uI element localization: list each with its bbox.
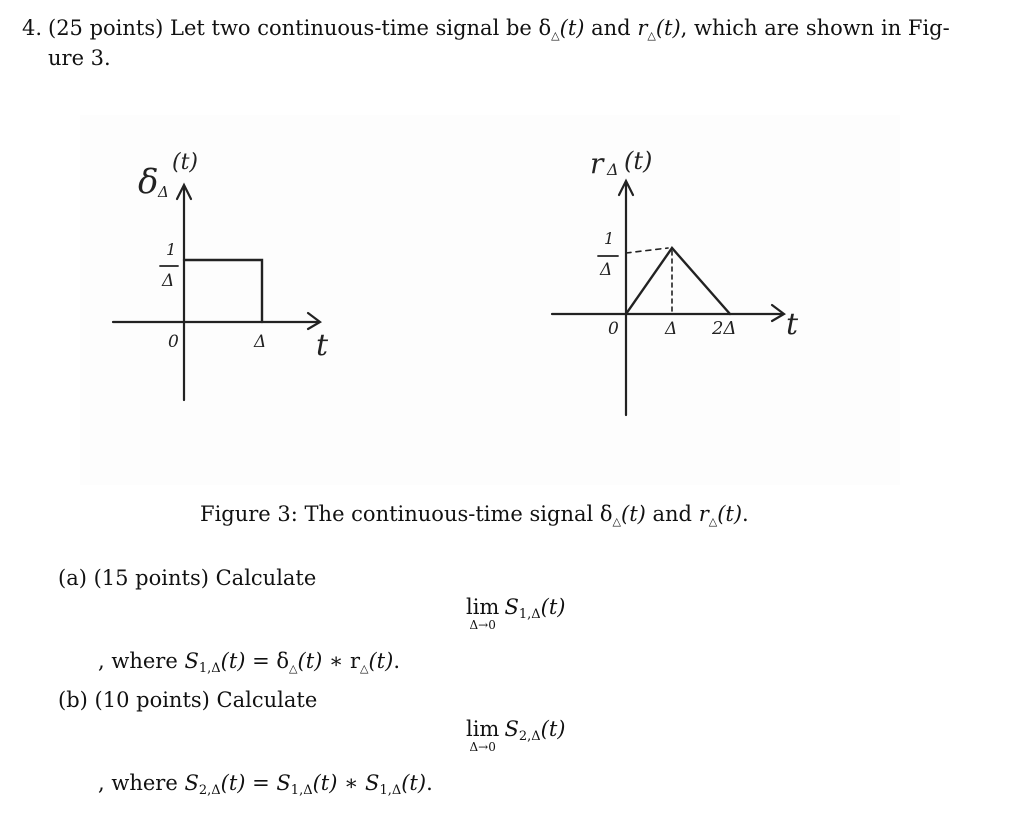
part-a-limit: lim Δ→0 $S_{1,\Delta}(t)$ bbox=[466, 595, 566, 632]
part-a-where: , where $S_{1,\Delta}(t)$ = δ△(t) ∗ r△(t). bbox=[98, 649, 400, 676]
left-y-tick-den: Δ bbox=[162, 271, 175, 291]
part-b-where: , where $S_{2,\Delta}(t) = S_{1,\Delta}(t)$ ∗ $S_{1,\Delta}(t)$. bbox=[98, 771, 433, 798]
part-a-points: (15 points) bbox=[93, 566, 209, 590]
left-ylabel-sub: Δ bbox=[158, 183, 169, 201]
right-x-tick-zero: 0 bbox=[608, 319, 619, 339]
left-y-tick-num: 1 bbox=[166, 240, 177, 259]
part-b-points: (10 points) bbox=[94, 688, 210, 712]
problem-points: (25 points) bbox=[48, 16, 164, 40]
right-ylabel-sub: Δ bbox=[607, 160, 619, 179]
part-a-label: (a) bbox=[58, 566, 87, 590]
problem-text-line1: Let two continuous-time signal be δ bbox=[170, 16, 552, 40]
left-ylabel: δ bbox=[138, 162, 159, 202]
right-xlabel: t bbox=[786, 307, 799, 342]
problem-text-line2: ure 3. bbox=[48, 46, 111, 70]
problem-number: 4. bbox=[22, 16, 43, 40]
part-b-header: (b) (10 points) Calculate bbox=[58, 688, 318, 712]
left-ylabel-arg: (t) bbox=[172, 150, 199, 175]
figure-background bbox=[80, 115, 900, 485]
problem-statement: (25 points) Let two continuous-time signal be δ△(t) and r△(t), which are shown in Fig- bbox=[48, 16, 950, 42]
right-ylabel-arg: (t) bbox=[624, 147, 653, 175]
left-x-tick-zero: 0 bbox=[168, 332, 179, 352]
figure-caption: Figure 3: The continuous-time signal δ△(t) and r△(t). bbox=[200, 502, 749, 528]
right-y-tick-den: Δ bbox=[600, 260, 613, 280]
left-xlabel: t bbox=[316, 328, 329, 363]
left-x-tick-delta: Δ bbox=[254, 332, 267, 352]
part-a-header: (a) (15 points) Calculate bbox=[58, 566, 317, 590]
part-b-limit: lim Δ→0 $S_{2,\Delta}(t)$ bbox=[466, 717, 566, 754]
right-x-tick-2delta: 2Δ bbox=[712, 318, 737, 339]
right-x-tick-delta: Δ bbox=[665, 319, 678, 339]
right-ylabel: r bbox=[590, 147, 604, 180]
figure-3 bbox=[80, 115, 900, 485]
right-y-tick-num: 1 bbox=[604, 229, 615, 248]
part-b-label: (b) bbox=[58, 688, 88, 712]
